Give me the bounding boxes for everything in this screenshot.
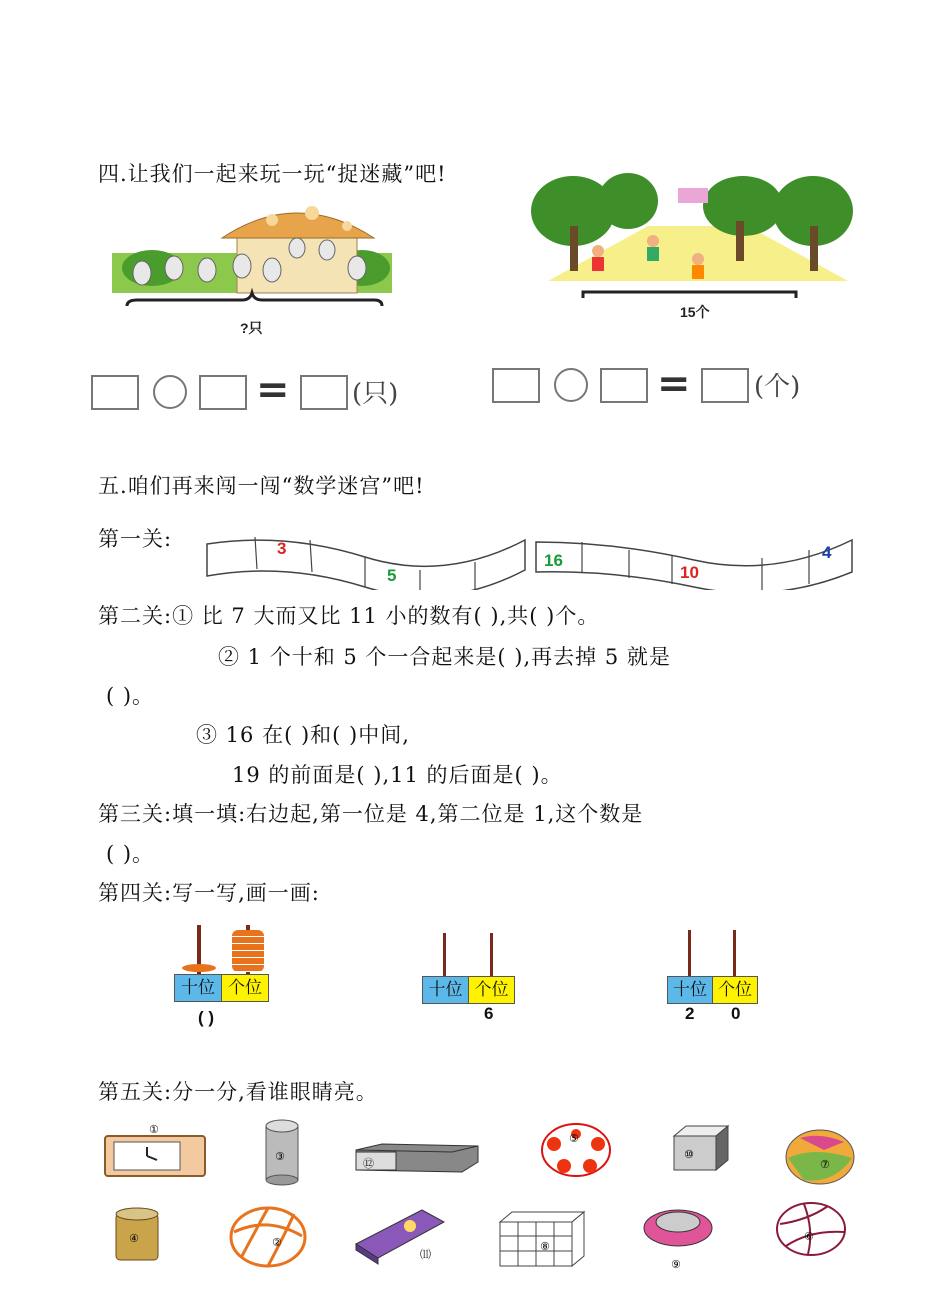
flat-box-object[interactable] bbox=[352, 1140, 482, 1176]
clock-object[interactable] bbox=[102, 1122, 210, 1180]
unit-label: (只) bbox=[352, 379, 399, 409]
object-number: ③ bbox=[275, 1150, 285, 1163]
answer-box[interactable] bbox=[600, 368, 648, 403]
tens-label: 十位 bbox=[174, 974, 222, 1002]
maze-strip-right bbox=[534, 532, 856, 590]
tens-rod bbox=[688, 930, 691, 976]
answer-box[interactable] bbox=[199, 375, 247, 410]
ones-rod bbox=[490, 933, 493, 977]
maze-number: 5 bbox=[387, 566, 397, 585]
answer-box[interactable] bbox=[300, 375, 348, 410]
bead-stack bbox=[232, 930, 264, 972]
maze-number: 3 bbox=[277, 539, 287, 558]
forest-children-illustration bbox=[528, 166, 858, 301]
tens-rod bbox=[443, 933, 446, 977]
sharpener-object[interactable] bbox=[640, 1204, 716, 1274]
level2-q1: 第二关:① 比 7 大而又比 11 小的数有( ),共( )个。 bbox=[98, 604, 600, 628]
equals-sign: = bbox=[657, 361, 691, 407]
ones-rod bbox=[733, 930, 736, 976]
object-number: ① bbox=[149, 1123, 159, 1136]
ones-digit: 6 bbox=[484, 1004, 494, 1023]
tens-digit: 2 bbox=[685, 1004, 695, 1023]
object-number: ⑨ bbox=[671, 1258, 681, 1271]
volleyball-object[interactable] bbox=[774, 1200, 848, 1258]
level5-label: 第五关:分一分,看谁眼睛亮。 bbox=[98, 1080, 378, 1104]
soccer-ball-object[interactable] bbox=[540, 1122, 612, 1178]
grid-cube-object[interactable] bbox=[496, 1208, 588, 1270]
object-number: ⑩ bbox=[684, 1148, 694, 1161]
section5-title: 五.咱们再来闯一闯“数学迷宫”吧! bbox=[98, 474, 425, 498]
bead bbox=[182, 964, 216, 972]
answer-box[interactable] bbox=[91, 375, 139, 410]
level2-q2a: ② 1 个十和 5 个一合起来是( ),再去掉 5 就是 bbox=[218, 645, 671, 669]
ones-digit: 0 bbox=[731, 1004, 741, 1023]
tens-label: 十位 bbox=[667, 976, 713, 1004]
maze-number: 4 bbox=[822, 543, 832, 562]
left-brace-label: ?只 bbox=[240, 320, 263, 336]
level2-q3b: 19 的前面是( ),11 的后面是( )。 bbox=[232, 763, 563, 787]
answer-parentheses[interactable]: ( ) bbox=[198, 1008, 215, 1027]
level3-a: 第三关:填一填:右边起,第一位是 4,第二位是 1,这个数是 bbox=[98, 802, 644, 826]
section4-title: 四.让我们一起来玩一玩“捉迷藏”吧! bbox=[98, 162, 447, 186]
object-number: ② bbox=[272, 1236, 282, 1249]
ones-label: 个位 bbox=[221, 974, 269, 1002]
maze-number: 10 bbox=[680, 563, 699, 582]
object-number: ⑾ bbox=[420, 1248, 431, 1261]
operator-circle[interactable] bbox=[153, 375, 187, 409]
level3-b: ( )。 bbox=[106, 842, 155, 866]
object-number: ⑤ bbox=[569, 1132, 579, 1145]
equals-sign: = bbox=[256, 367, 290, 413]
maze-number: 16 bbox=[544, 551, 563, 570]
right-brace-label: 15个 bbox=[680, 304, 710, 320]
level2-q3a: ③ 16 在( )和( )中间, bbox=[196, 723, 410, 747]
cube-object[interactable] bbox=[670, 1124, 732, 1172]
basketball-object[interactable] bbox=[228, 1206, 308, 1268]
object-number: ⑥ bbox=[804, 1230, 814, 1243]
level4-label: 第四关:写一写,画一画: bbox=[98, 881, 320, 905]
object-number: ⑦ bbox=[820, 1158, 830, 1171]
can-object[interactable] bbox=[112, 1206, 164, 1264]
object-number: ⑧ bbox=[540, 1240, 550, 1253]
unit-label: (个) bbox=[754, 372, 801, 402]
cylinder-object[interactable] bbox=[262, 1118, 304, 1186]
object-number: ④ bbox=[129, 1232, 139, 1245]
tens-label: 十位 bbox=[422, 976, 469, 1004]
ones-label: 个位 bbox=[468, 976, 515, 1004]
beach-ball-object[interactable] bbox=[784, 1128, 856, 1186]
level2-q2b: ( )。 bbox=[106, 684, 155, 708]
pencil-case-object[interactable] bbox=[350, 1204, 450, 1268]
answer-box[interactable] bbox=[701, 368, 749, 403]
object-number: ⑫ bbox=[363, 1157, 374, 1170]
answer-box[interactable] bbox=[492, 368, 540, 403]
mushroom-rabbits-illustration bbox=[112, 198, 397, 333]
level1-label: 第一关: bbox=[98, 527, 173, 551]
maze-strip-left bbox=[205, 532, 530, 590]
operator-circle[interactable] bbox=[554, 368, 588, 402]
ones-label: 个位 bbox=[712, 976, 758, 1004]
